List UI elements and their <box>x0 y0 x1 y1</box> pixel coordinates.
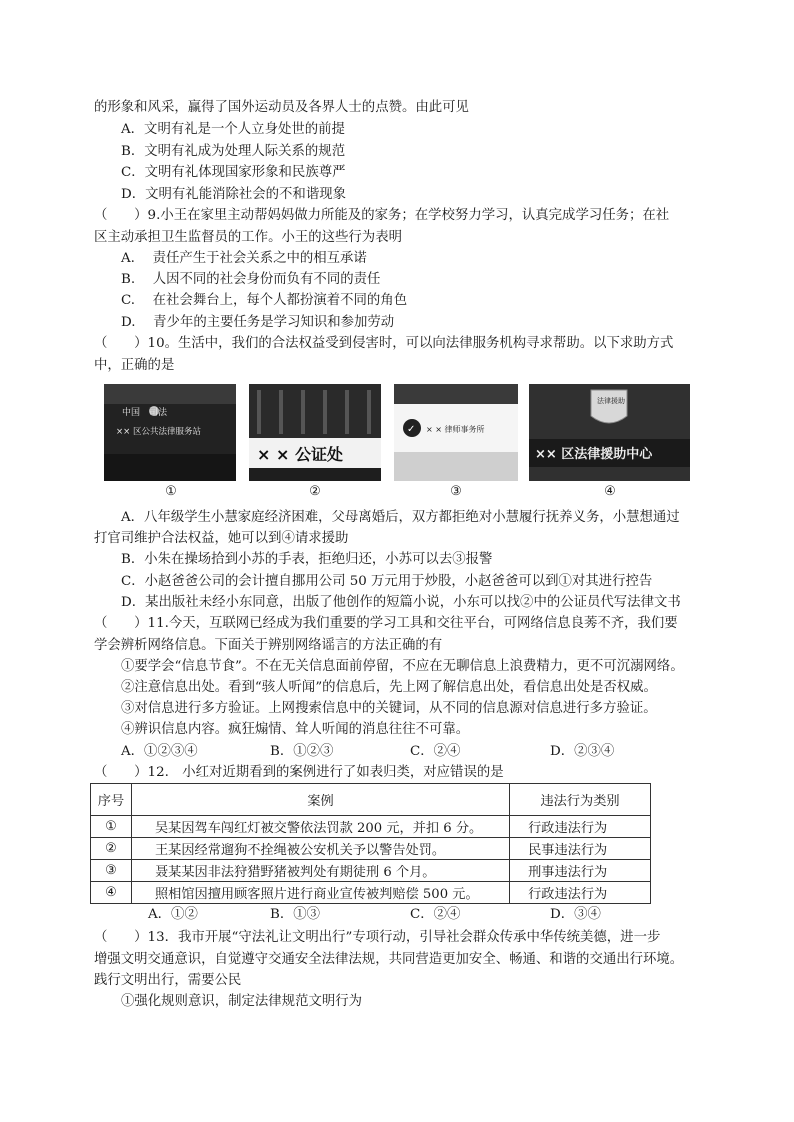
photo-notary-office <box>249 384 381 481</box>
row-no: ① <box>91 816 132 838</box>
photo2-sign-text: × × 公证处 <box>257 445 343 464</box>
q11-option-b: B．①②③ <box>270 744 334 759</box>
q11-stem: （ ）11.今天，互联网已经成为我们重要的学习工具和交往平台，可网络信息良莠不齐，我们要 <box>94 616 678 631</box>
photo-law-firm <box>394 384 518 481</box>
q10-option-d: D．某出版社未经小东同意，出版了他创作的短篇小说，小东可以找②中的公证员代写法律文书 <box>121 595 681 610</box>
table-header-no: 序号 <box>91 784 132 816</box>
photo-legal-aid-center <box>529 384 690 481</box>
row-type: 行政违法行为 <box>510 882 651 904</box>
table-row <box>91 860 651 882</box>
q10-option-a: A．八年级学生小慧家庭经济困难，父母离婚后，双方都拒绝对小慧履行抚养义务，小慧想通过 <box>121 510 680 525</box>
q8-option-d: D．文明有礼能消除社会的不和谐现象 <box>121 187 346 202</box>
q13-stem: （ ）13．我市开展“守法礼让文明出行”专项行动，引导社会群众传承中华传统美德，进一步 <box>94 930 661 945</box>
row-no: ④ <box>91 882 132 904</box>
row-type: 民事违法行为 <box>510 838 651 860</box>
q11-statement-1: ①要学会“信息节食”。不在无关信息面前停留，不应在无聊信息上浪费精力，更不可沉溺网络。 <box>121 659 684 674</box>
q13-statement-1: ①强化规则意识，制定法律规范文明行为 <box>121 994 363 1009</box>
photo3-sign-text: × × 律师事务所 <box>426 425 485 434</box>
q8-option-a: A．文明有礼是一个人立身处世的前提 <box>121 122 345 137</box>
photo-caption-1: ① <box>165 484 177 499</box>
q12-option-c: C．②④ <box>410 907 461 922</box>
q13-stem-cont: 增强文明交通意识，自觉遵守交通安全法律法规，共同营造更加安全、畅通、和谐的交通出行环境。 <box>94 952 684 967</box>
photo1-sign-text2: ×× 区公共法律服务站 <box>116 427 201 437</box>
q9-option-d: D. 青少年的主要任务是学习知识和参加劳动 <box>121 315 395 330</box>
q10-stem-cont: 中，正确的是 <box>94 358 175 373</box>
row-case: 照相馆因擅用顾客照片进行商业宣传被判赔偿 500 元。 <box>131 882 509 904</box>
q10-option-c: C．小赵爸爸公司的会计擅自挪用公司 50 万元用于炒股，小赵爸爸可以到①对其进行控告 <box>121 574 653 589</box>
case-table <box>90 783 651 904</box>
q8-option-b: B．文明有礼成为处理人际关系的规范 <box>121 144 346 159</box>
photo4-sign-text: ×× 区法律援助中心 <box>535 447 653 462</box>
q12-stem: （ ）12. 小红对近期看到的案例进行了如表归类，对应错误的是 <box>94 765 504 780</box>
q12-option-a: A．①② <box>148 907 198 922</box>
q11-option-d: D．②③④ <box>550 744 615 759</box>
row-case: 聂某某因非法狩猎野猪被判处有期徒刑 6 个月。 <box>131 860 509 882</box>
text-line: 的形象和风采，赢得了国外运动员及各界人士的点赞。由此可见 <box>94 100 469 115</box>
q11-statement-3: ③对信息进行多方验证。上网搜索信息中的关键词，从不同的信息源对信息进行多方验证。 <box>121 701 657 716</box>
q11-option-c: C．②④ <box>410 744 461 759</box>
q13-stem-cont2: 践行文明出行，需要公民 <box>94 973 242 988</box>
table-header-row <box>91 784 651 816</box>
q11-option-a: A．①②③④ <box>121 744 198 759</box>
row-no: ③ <box>91 860 132 882</box>
q10-option-b: B．小朱在操场拾到小苏的手表，拒绝归还，小苏可以去③报警 <box>121 552 493 567</box>
table-header-case: 案例 <box>131 784 509 816</box>
q12-option-d: D．③④ <box>550 907 601 922</box>
q12-option-b: B．①③ <box>270 907 321 922</box>
q11-stem-cont: 学会辨析网络信息。下面关于辨别网络谣言的方法正确的有 <box>94 638 443 653</box>
q9-stem-cont: 区主动承担卫生监督员的工作。小王的这些行为表明 <box>94 230 402 245</box>
q11-statement-4: ④辨识信息内容。疯狂煽情、耸人听闻的消息往往不可靠。 <box>121 722 470 737</box>
q10-stem: （ ）10。生活中，我们的合法权益受到侵害时，可以向法律服务机构寻求帮助。以下求助方式 <box>94 336 674 351</box>
q9-option-c: C. 在社会舞台上，每个人都扮演着不同的角色 <box>121 293 408 308</box>
photo-caption-4: ④ <box>604 484 616 499</box>
table-row <box>91 816 651 838</box>
photo-caption-3: ③ <box>450 484 462 499</box>
photo1-sign-text: 中国 司法 <box>122 408 168 418</box>
row-type: 刑事违法行为 <box>510 860 651 882</box>
q9-option-b: B. 人因不同的社会身份而负有不同的责任 <box>121 272 381 287</box>
q9-option-a: A. 责任产生于社会关系之中的相互承诺 <box>121 251 367 266</box>
photo-legal-service-station <box>104 384 236 481</box>
row-no: ② <box>91 838 132 860</box>
q10-option-a-cont: 打官司维护合法权益，她可以到④请求援助 <box>94 531 349 546</box>
row-type: 行政违法行为 <box>510 816 651 838</box>
svg-text:✓: ✓ <box>407 424 416 435</box>
table-row <box>91 838 651 860</box>
table-header-type: 违法行为类别 <box>510 784 651 816</box>
q11-statement-2: ②注意信息出处。看到“骇人听闻”的信息后，先上网了解信息出处，看信息出处是否权威。 <box>121 680 657 695</box>
photo-caption-2: ② <box>309 484 321 499</box>
q8-option-c: C．文明有礼体现国家形象和民族尊严 <box>121 165 346 180</box>
table-row <box>91 882 651 904</box>
row-case: 王某因经常遛狗不拴绳被公安机关予以警告处罚。 <box>131 838 509 860</box>
q9-stem: （ ）9.小王在家里主动帮妈妈做力所能及的家务；在学校努力学习，认真完成学习任务；在社 <box>94 208 670 223</box>
photo4-badge-text: 法律援助 <box>597 397 625 405</box>
row-case: 吴某因驾车闯红灯被交警依法罚款 200 元，并扣 6 分。 <box>131 816 509 838</box>
